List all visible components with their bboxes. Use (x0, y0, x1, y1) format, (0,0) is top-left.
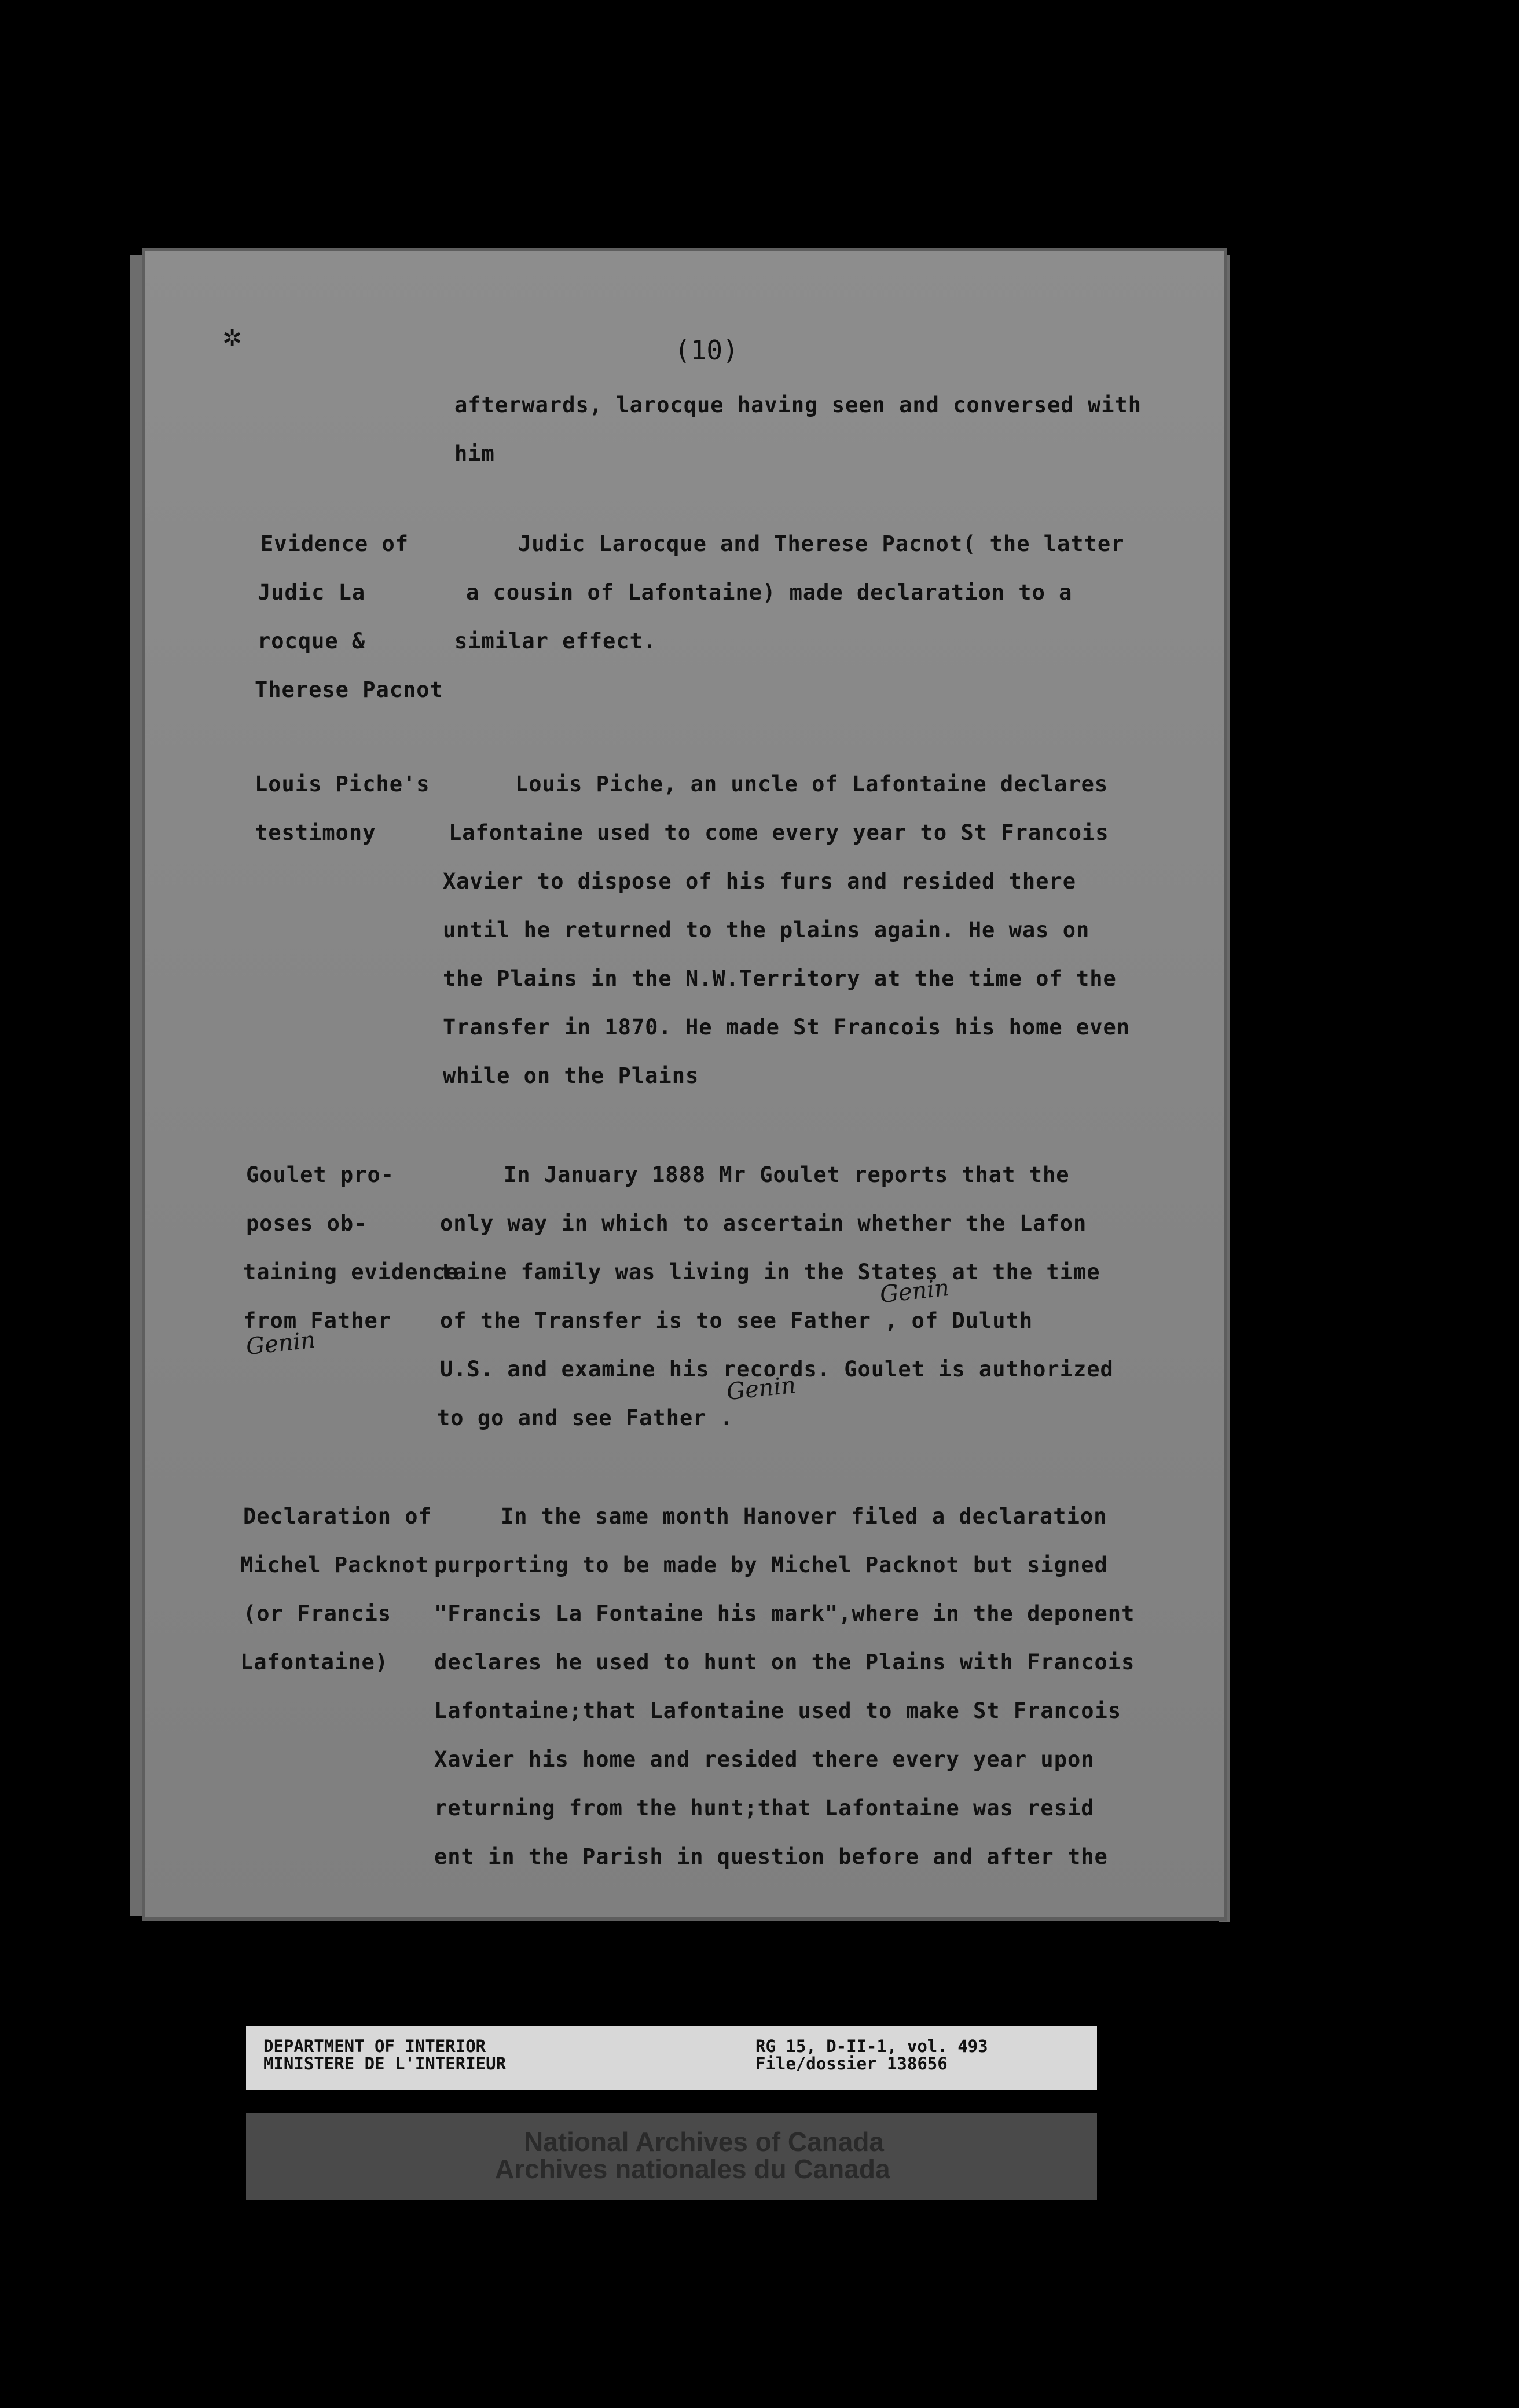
body-line: afterwards, larocque having seen and conversed with (454, 392, 1142, 417)
margin-note: Lafontaine) (240, 1650, 389, 1675)
margin-note: Evidence of (260, 531, 409, 556)
watermark-line-en: National Archives of Canada (524, 2127, 885, 2157)
body-line: taine family was living in the States at the time (440, 1260, 1100, 1284)
archive-label (246, 2026, 1097, 2090)
body-line: him (454, 441, 495, 466)
body-line: returning from the hunt;that Lafontaine was resid (434, 1796, 1095, 1820)
margin-note: Therese Pacnot (255, 677, 443, 702)
body-line: until he returned to the plains again. He was on (443, 917, 1090, 942)
margin-note: rocque & (258, 629, 366, 654)
margin-note: (or Francis (243, 1601, 392, 1626)
margin-note: Goulet pro- (246, 1162, 395, 1187)
body-line: to go and see Father . (437, 1405, 734, 1430)
body-line: of the Transfer is to see Father , of Duluth (440, 1308, 1033, 1333)
body-line: a cousin of Lafontaine) made declaration to a (466, 580, 1073, 605)
margin-note: testimony (255, 820, 376, 845)
body-line: similar effect. (454, 629, 657, 654)
page-number: (10) (674, 335, 739, 366)
stamp-mark-icon: ✲ (223, 317, 242, 354)
body-line: U.S. and examine his records. Goulet is authorized (440, 1357, 1114, 1382)
archive-label-rg: RG 15, D-II-1, vol. 493 (755, 2036, 988, 2056)
body-line: the Plains in the N.W.Territory at the time of the (443, 966, 1117, 991)
watermark-line-fr: Archives nationales du Canada (495, 2154, 890, 2184)
margin-note: Michel Packnot (240, 1552, 429, 1577)
body-line: Louis Piche, an uncle of Lafontaine declares (515, 772, 1109, 796)
document-page (142, 248, 1227, 1921)
body-line: Judic Larocque and Therese Pacnot( the latter (518, 531, 1125, 556)
archives-watermark (246, 2113, 1097, 2200)
body-line: only way in which to ascertain whether the Lafon (440, 1211, 1087, 1236)
margin-note: from Father (243, 1308, 392, 1333)
body-line: Xavier to dispose of his furs and resided there (443, 869, 1076, 894)
body-line: Lafontaine;that Lafontaine used to make St Francois (434, 1698, 1122, 1723)
body-line: In the same month Hanover filed a declaration (501, 1504, 1107, 1529)
body-line: while on the Plains (443, 1063, 699, 1088)
handwritten-correction: Genin (725, 1371, 798, 1406)
body-line: Xavier his home and resided there every year upon (434, 1747, 1095, 1772)
body-line: purporting to be made by Michel Packnot but signed (434, 1552, 1108, 1577)
margin-note: Louis Piche's (255, 772, 430, 796)
archive-label-ministere: MINISTERE DE L'INTERIEUR (263, 2054, 507, 2073)
handwritten-correction: Genin (878, 1274, 951, 1309)
archive-label-dept: DEPARTMENT OF INTERIOR (263, 2036, 486, 2056)
body-line: "Francis La Fontaine his mark",where in the deponent (434, 1601, 1135, 1626)
body-line: ent in the Parish in question before and after the (434, 1844, 1108, 1869)
margin-note: poses ob- (246, 1211, 368, 1236)
margin-note: taining evidence (243, 1260, 459, 1284)
body-line: Transfer in 1870. He made St Francois his home even (443, 1015, 1131, 1040)
body-line: Lafontaine used to come every year to St Francois (449, 820, 1109, 845)
margin-note: Declaration of (243, 1504, 432, 1529)
body-line: In January 1888 Mr Goulet reports that the (504, 1162, 1070, 1187)
margin-note: Judic La (258, 580, 366, 605)
margin-handwriting: Genin (244, 1326, 317, 1361)
archive-label-file: File/dossier 138656 (755, 2054, 948, 2073)
body-line: declares he used to hunt on the Plains with Francois (434, 1650, 1135, 1675)
